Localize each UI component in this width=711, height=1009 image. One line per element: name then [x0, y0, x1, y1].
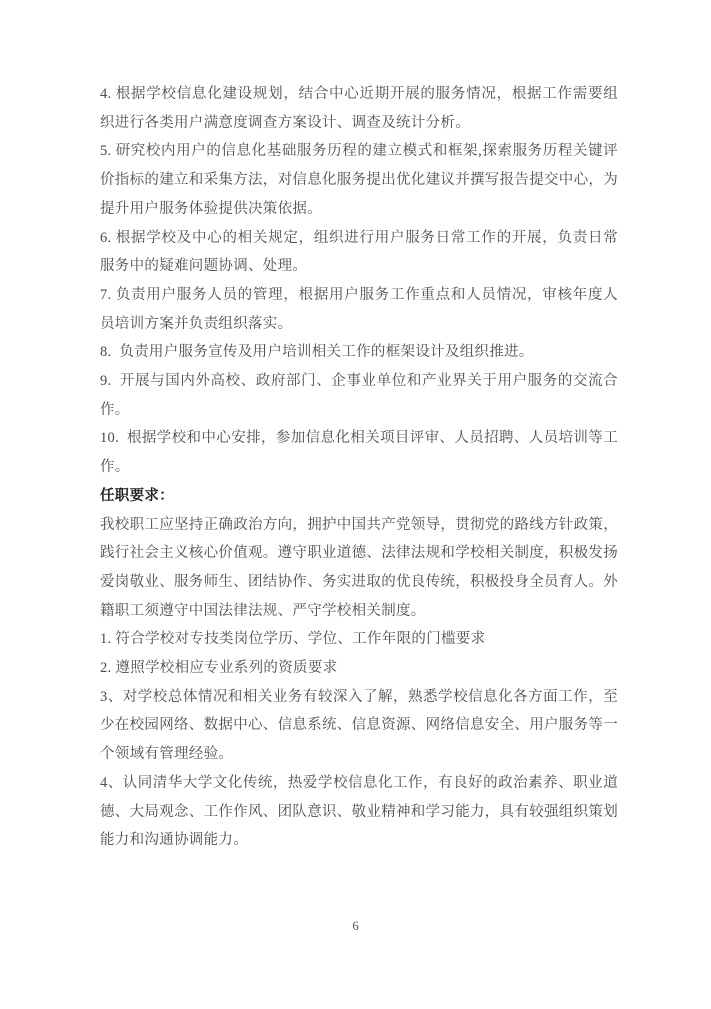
requirement-item-4: 4、认同清华大学文化传统，热爱学校信息化工作，有良好的政治素养、职业道德、大局观念、工作作风、团队意识、敬业精神和学习能力，具有较强组织策划能力和沟通协调能力。 [100, 774, 618, 849]
page-number: 6 [352, 919, 359, 933]
duty-item-6: 6. 根据学校及中心的相关规定，组织进行用户服务日常工作的开展，负责日常服务中的疑难问题协调、处理。 [100, 229, 618, 275]
duty-item-5: 5. 研究校内用户的信息化基础服务历程的建立模式和框架,探索服务历程关键评价指标的建立和采集方法，对信息化服务提出优化建议并撰写报告提交中心，为提升用户服务体验提供决策依据。 [100, 143, 618, 217]
requirement-item-2: 2. 遵照学校相应专业系列的资质要求 [100, 660, 338, 677]
requirements-intro: 我校职工应坚持正确政治方向，拥护中国共产党领导，贯彻党的路线方针政策，践行社会主义核心价值观。遵守职业道德、法律法规和学校相关制度，积极发扬爱岗敬业、服务师生、团结协作、务实进取的优良传统，积极投身全员育人。外籍职工须遵守中国法律法规、严守学校相关制度。 [100, 516, 618, 619]
duty-item-7: 7. 负责用户服务人员的管理，根据用户服务工作重点和人员情况，审核年度人员培训方案并负责组织落实。 [100, 286, 618, 332]
requirement-item-3: 3、对学校总体情况和相关业务有较深入了解，熟悉学校信息化各方面工作，至少在校园网络、数据中心、信息系统、信息资源、网络信息安全、用户服务等一个领域有管理经验。 [100, 688, 618, 763]
duty-item-10: 10. 根据学校和中心安排，参加信息化相关项目评审、人员招聘、人员培训等工作。 [100, 430, 618, 476]
requirements-section-heading: 任职要求： [100, 487, 174, 504]
requirement-item-1: 1. 符合学校对专技类岗位学历、学位、工作年限的门槛要求 [100, 631, 486, 648]
duty-item-4: 4. 根据学校信息化建设规划，结合中心近期开展的服务情况，根据工作需要组织进行各类用户满意度调查方案设计、调查及统计分析。 [100, 86, 618, 131]
document-body [100, 80, 618, 855]
duty-item-8: 8. 负责用户服务宣传及用户培训相关工作的框架设计及组织推进。 [100, 344, 534, 361]
duty-item-9: 9. 开展与国内外高校、政府部门、企事业单位和产业界关于用户服务的交流合作。 [100, 373, 618, 418]
